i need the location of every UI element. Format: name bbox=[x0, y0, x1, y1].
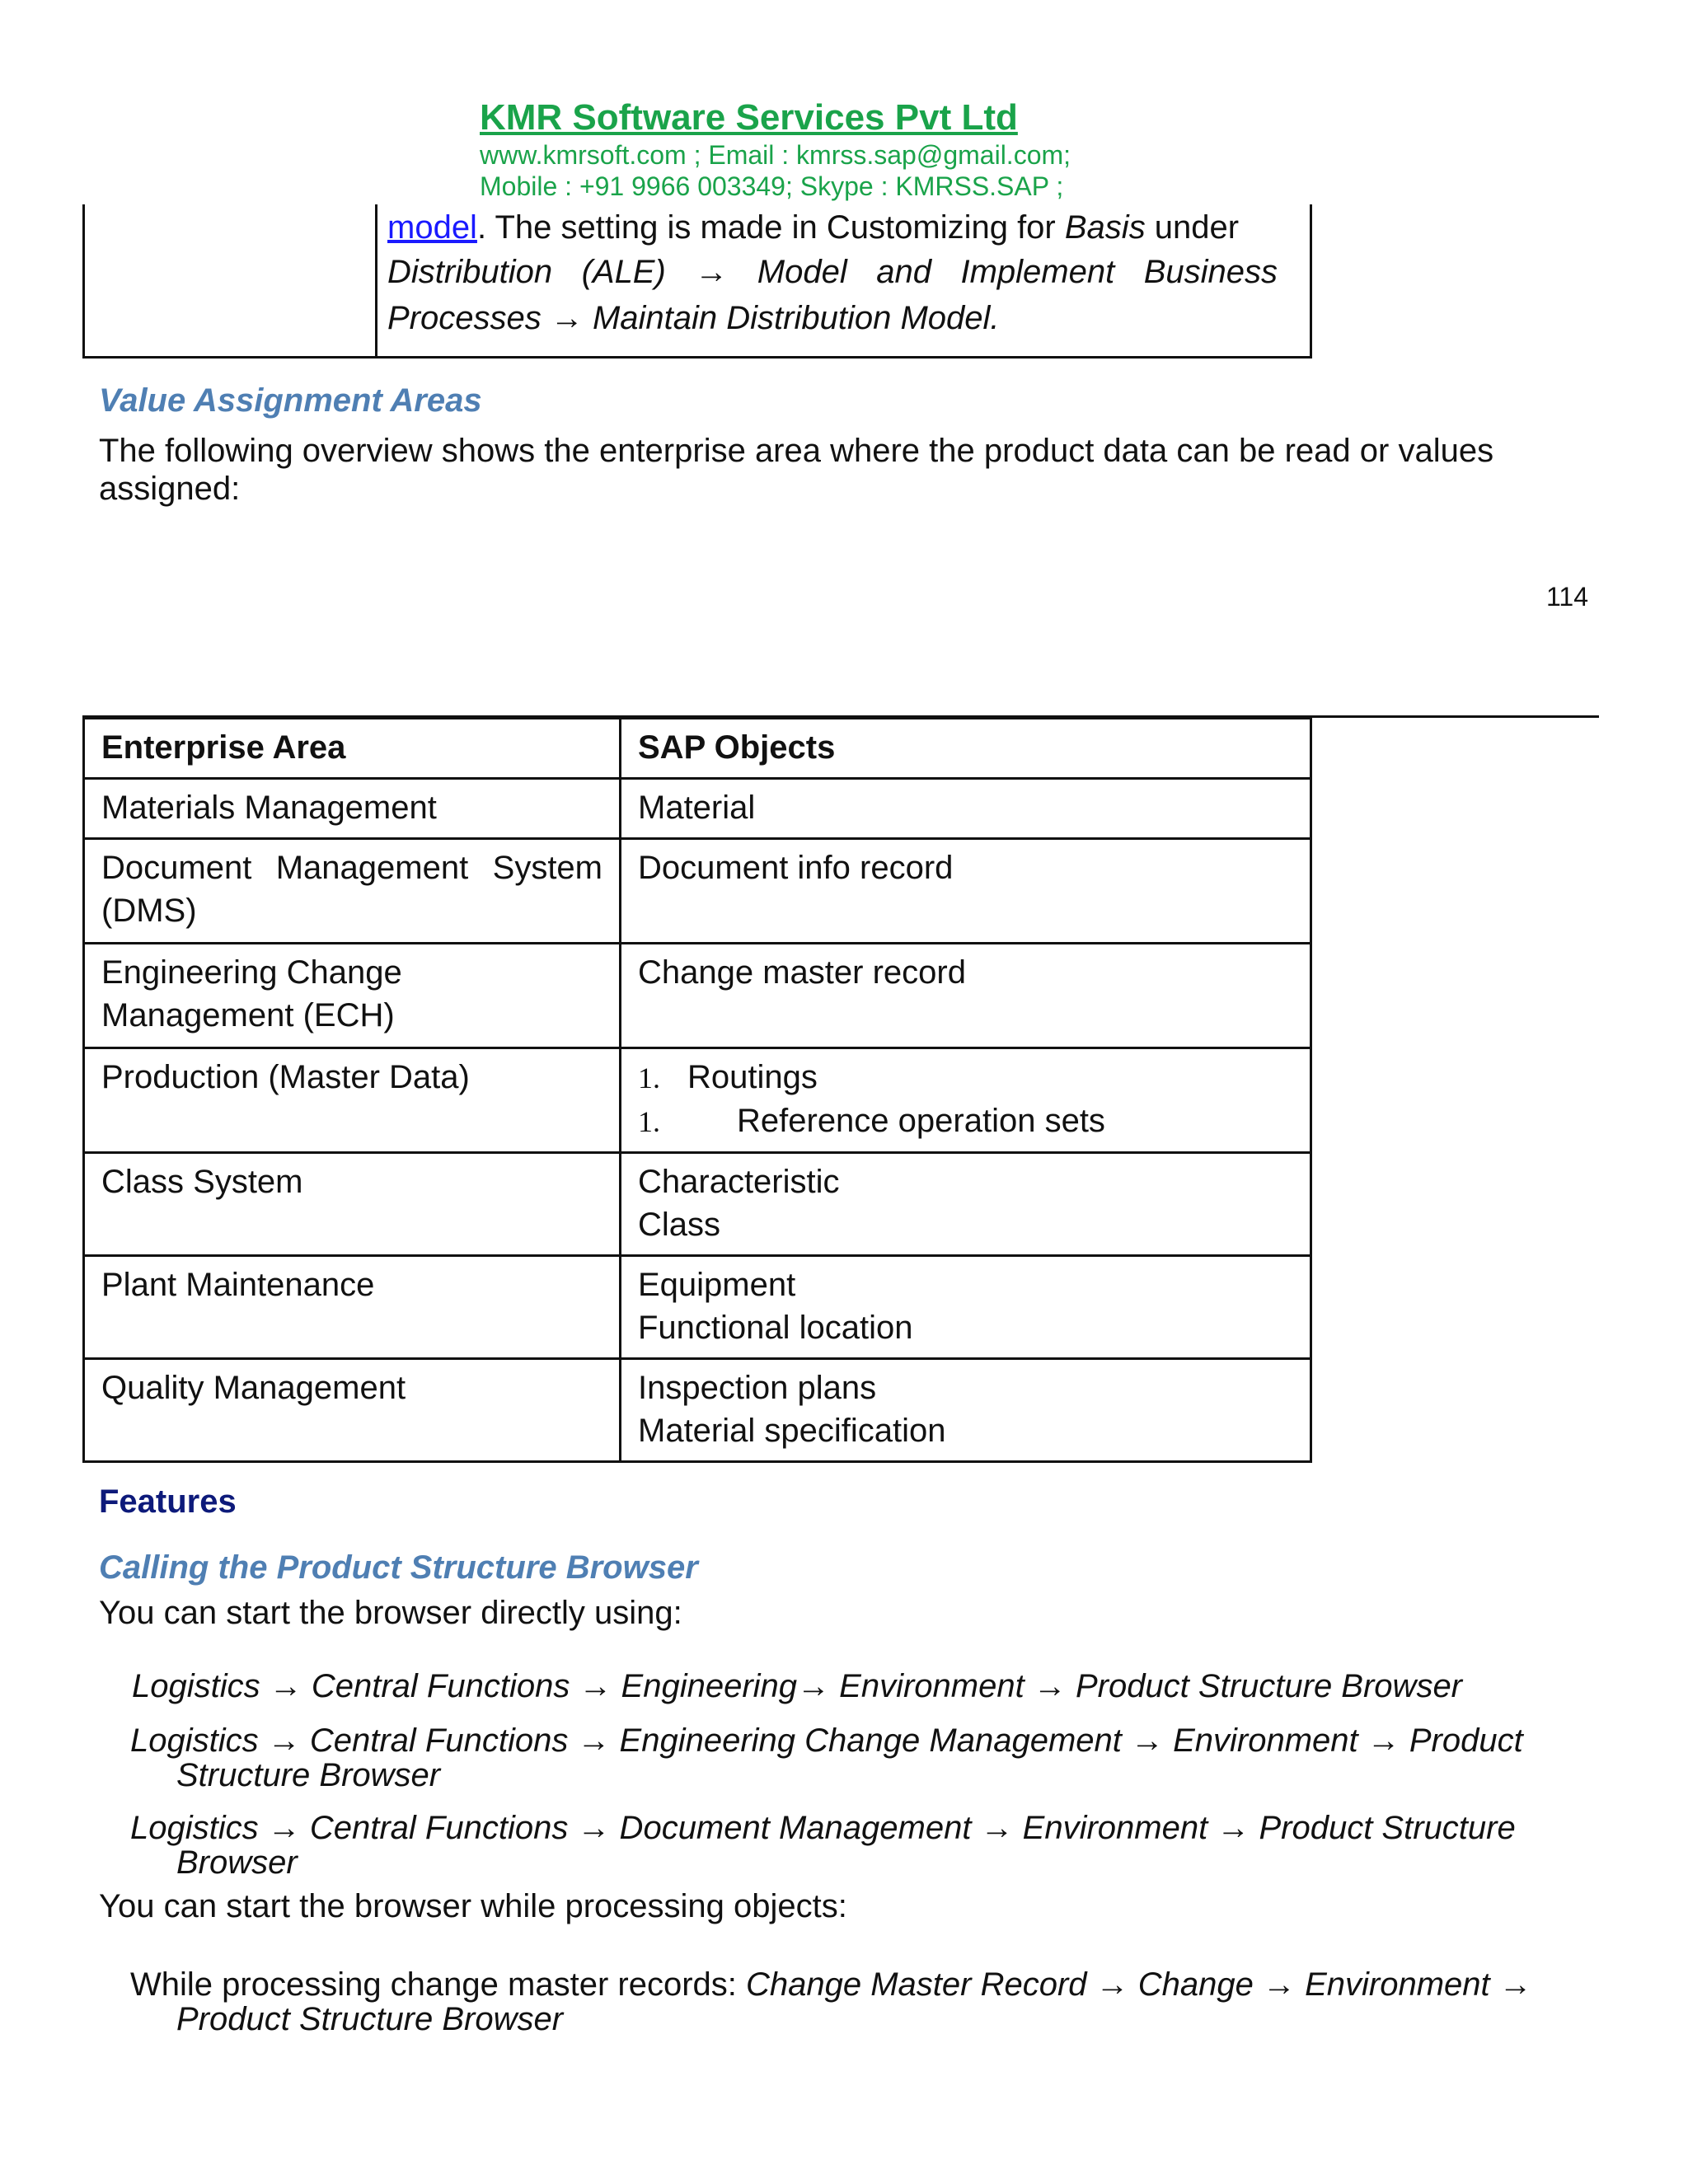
table-header-row bbox=[84, 719, 1311, 779]
objects-cell bbox=[621, 1256, 1311, 1359]
area-cell: Engineering Change Management (ECH) bbox=[84, 944, 621, 1048]
area-dms-line: Document Management System bbox=[101, 850, 603, 886]
continuation-under: under bbox=[1145, 209, 1240, 246]
area-cell: Plant Maintenance bbox=[84, 1256, 621, 1359]
value-assignment-heading: Value Assignment Areas bbox=[99, 382, 482, 419]
continuation-line-1 bbox=[387, 208, 1278, 247]
item-text: Routings bbox=[687, 1059, 818, 1095]
page-number: 114 bbox=[1546, 582, 1589, 612]
object-item: Class bbox=[638, 1207, 721, 1243]
contact-web-email: www.kmrsoft.com ; Email : kmrss.sap@gmail.com; bbox=[480, 140, 1071, 170]
object-item: Equipment bbox=[638, 1267, 796, 1303]
value-assignment-intro-2: assigned: bbox=[99, 471, 241, 507]
enterprise-area-table bbox=[82, 717, 1312, 1463]
processing-prefix: While processing change master records: bbox=[130, 1966, 746, 2003]
objects-cell bbox=[621, 1048, 1311, 1153]
basis-term: Basis bbox=[1064, 209, 1146, 246]
table-row bbox=[84, 1256, 1311, 1359]
continuation-line-2 bbox=[387, 252, 1278, 292]
processing-path-cont: Product Structure Browser bbox=[176, 2001, 564, 2037]
table-row bbox=[84, 779, 1311, 839]
features-heading: Features bbox=[99, 1483, 237, 1520]
table-row bbox=[84, 1048, 1311, 1153]
menu-path-3-cont: Browser bbox=[176, 1844, 298, 1881]
cl2-word: (ALE) bbox=[581, 254, 666, 290]
table-row bbox=[84, 839, 1311, 944]
menu-path-1: Logistics → Central Functions → Engineering→ Environment → Product Structure Browser bbox=[132, 1668, 1463, 1704]
processing-menu-path: Change Master Record → Change → Environment → bbox=[746, 1966, 1532, 2003]
numbered-item bbox=[638, 1056, 1293, 1099]
processing-path bbox=[130, 1966, 1532, 2003]
cl2-word: Business bbox=[1143, 254, 1278, 290]
table-border-left bbox=[82, 204, 85, 358]
object-item: Characteristic bbox=[638, 1164, 840, 1200]
area-cell: Production (Master Data) bbox=[84, 1048, 621, 1153]
menu-path-2: Logistics → Central Functions → Engineering Change Management → Environment → Product bbox=[130, 1722, 1523, 1759]
object-item: Material specification bbox=[638, 1413, 946, 1449]
calling-browser-heading: Calling the Product Structure Browser bbox=[99, 1549, 698, 1586]
area-cell: Class System bbox=[84, 1153, 621, 1256]
table-row bbox=[84, 944, 1311, 1048]
continuation-text: . The setting is made in Customizing for bbox=[476, 209, 1065, 246]
object-item: Functional location bbox=[638, 1310, 913, 1346]
distribution-model-link[interactable]: model bbox=[387, 209, 477, 246]
item-number: 1. bbox=[638, 1105, 660, 1138]
objects-cell bbox=[621, 1153, 1311, 1256]
header-sap-objects: SAP Objects bbox=[621, 719, 1311, 779]
cl2-word: and bbox=[876, 254, 931, 290]
value-assignment-intro-1: The following overview shows the enterprise area where the product data can be read or values bbox=[99, 433, 1494, 469]
cl2-word: Implement bbox=[960, 254, 1115, 290]
table-row bbox=[84, 1359, 1311, 1462]
continuation-line-3: Processes → Maintain Distribution Model. bbox=[387, 300, 1000, 336]
contact-mobile-skype: Mobile : +91 9966 003349; Skype : KMRSS.SAP ; bbox=[480, 171, 1064, 201]
objects-cell: Change master record bbox=[621, 944, 1311, 1048]
objects-cell: Material bbox=[621, 779, 1311, 839]
area-cell: Materials Management bbox=[84, 779, 621, 839]
objects-cell: Document info record bbox=[621, 839, 1311, 944]
area-cell bbox=[84, 839, 621, 944]
table-border-bottom bbox=[82, 356, 1312, 359]
cl2-word: Distribution bbox=[387, 254, 553, 290]
menu-path-3: Logistics → Central Functions → Document Management → Environment → Product Structure bbox=[130, 1810, 1516, 1846]
header-enterprise-area: Enterprise Area bbox=[84, 719, 621, 779]
object-item: Inspection plans bbox=[638, 1370, 877, 1406]
table-border-right bbox=[1310, 204, 1312, 358]
table-row bbox=[84, 1153, 1311, 1256]
numbered-item bbox=[638, 1099, 1293, 1143]
objects-cell bbox=[621, 1359, 1311, 1462]
company-name: KMR Software Services Pvt Ltd bbox=[480, 97, 1018, 138]
start-processing-text: You can start the browser while processing objects: bbox=[99, 1888, 847, 1924]
menu-path-2-cont: Structure Browser bbox=[176, 1757, 441, 1793]
area-cell: Quality Management bbox=[84, 1359, 621, 1462]
cl2-word: Model bbox=[757, 254, 847, 290]
start-direct-text: You can start the browser directly using: bbox=[99, 1595, 682, 1631]
cl2-word: → bbox=[695, 254, 729, 290]
table-border-middle bbox=[375, 204, 377, 358]
area-dms-abbr: (DMS) bbox=[101, 893, 197, 929]
item-text: Reference operation sets bbox=[737, 1103, 1105, 1139]
item-number: 1. bbox=[638, 1062, 660, 1094]
